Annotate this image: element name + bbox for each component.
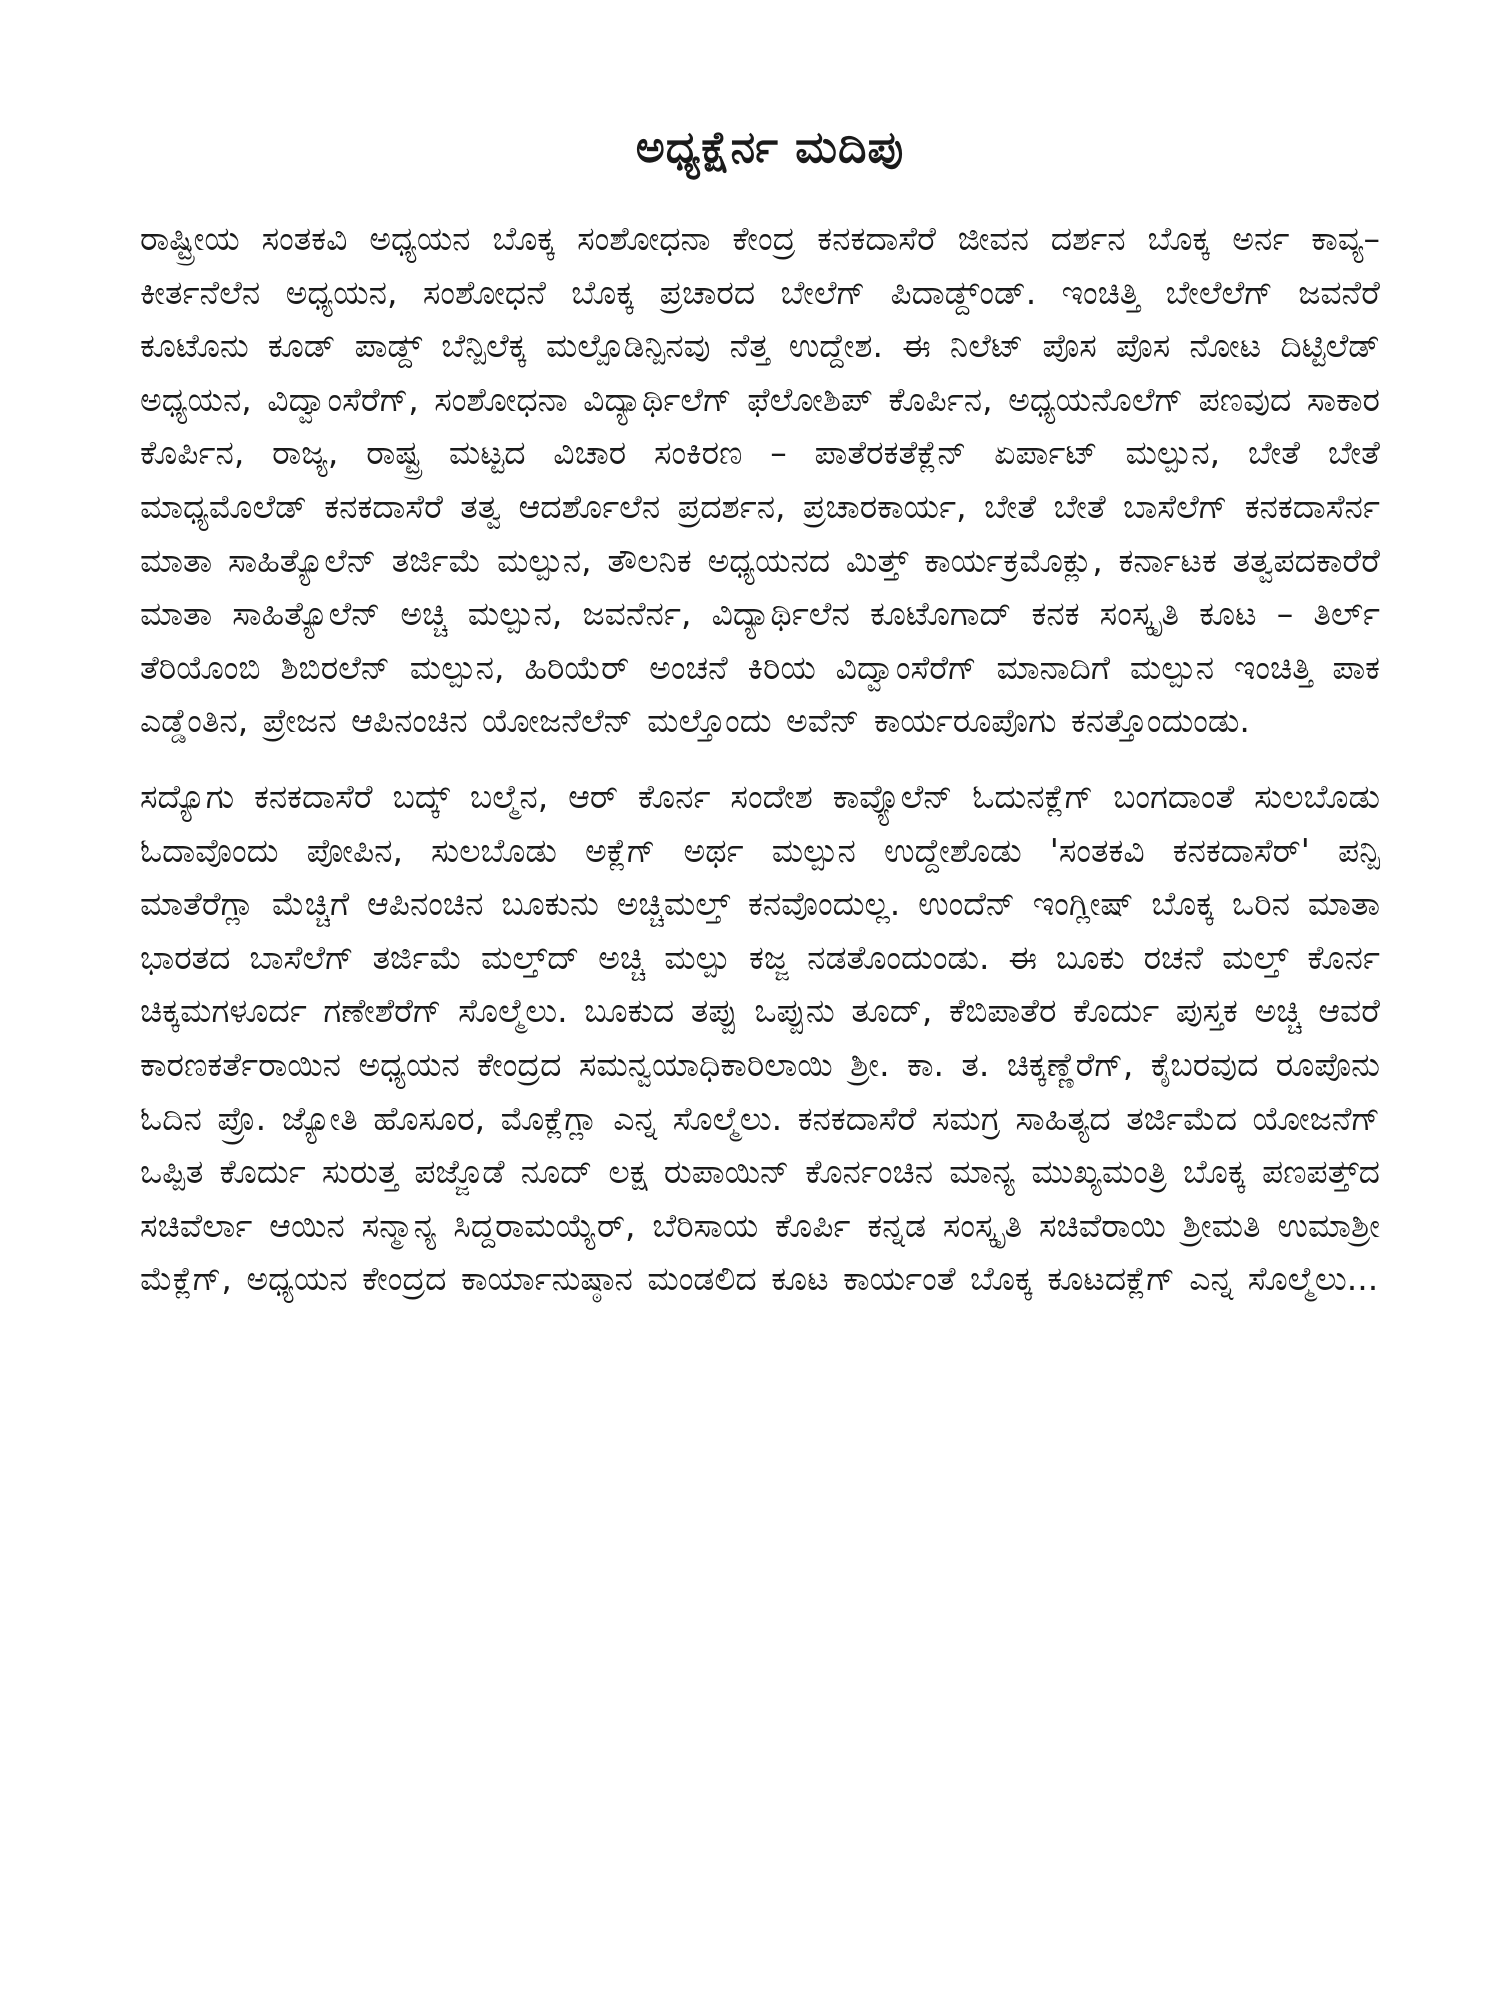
page-title: ಅಧ್ಯಕ್ಷೆರ್ನ ಮದಿಪು	[635, 122, 905, 173]
paragraph-intro: ರಾಷ್ಟ್ರೀಯ ಸಂತಕವಿ ಅಧ್ಯಯನ ಬೊಕ್ಕ ಸಂಶೋಧನಾ ಕೇಂದ್ರ ಕನಕದಾಸೆರೆ ಜೀವನ ದರ್ಶನ ಬೊಕ್ಕ ಅರ್ನ ಕಾವ್ಯ–ಕೀರ್ತನೆಲೆನ ಅಧ್ಯಯನ, ಸಂಶೋಧನೆ ಬೊಕ್ಕ ಪ್ರಚಾರದ ಬೇಲೆಗ್ ಪಿದಾಡ್ದ್‌ಂಡ್. ಇಂಚಿತ್ತಿ ಬೇಲೆಲೆಗ್ ಜವನೆರೆ ಕೂಟೊನು ಕೂಡ್ ಪಾಡ್ದ್ ಬೆನ್ಪಿಲೆಕ್ಕ ಮಲ್ಪೊಡಿನ್ಪಿನವು ನೆತ್ತ ಉದ್ದೇಶ. ಈ ನಿಲೆಟ್ ಪೊಸ ಪೊಸ ನೋಟ ದಿಟ್ಟಿಲೆಡ್ ಅಧ್ಯಯನ, ವಿದ್ವಾಂಸೆರೆಗ್, ಸಂಶೋಧನಾ ವಿದ್ಯಾರ್ಥಿಲೆಗ್ ಫೆಲೋಶಿಪ್ ಕೊರ್ಪಿನ, ಅಧ್ಯಯನೊಲೆಗ್ ಪಣವುದ ಸಾಕಾರ ಕೊರ್ಪಿನ, ರಾಜ್ಯ, ರಾಷ್ಟ್ರ ಮಟ್ಟದ ವಿಚಾರ ಸಂಕಿರಣ – ಪಾತೆರಕತೆಕ್ಲೆನ್ ಏರ್ಪಾಟ್ ಮಲ್ಪುನ, ಬೇತೆ ಬೇತೆ ಮಾಧ್ಯಮೊಲೆಡ್ ಕನಕದಾಸೆರೆ ತತ್ವ ಆದರ್ಶೊಲೆನ ಪ್ರದರ್ಶನ, ಪ್ರಚಾರಕಾರ್ಯ, ಬೇತೆ ಬೇತೆ ಬಾಸೆಲೆಗ್ ಕನಕದಾಸೆರ್ನ ಮಾತಾ ಸಾಹಿತ್ಯೊಲೆನ್ ತರ್ಜಿಮೆ ಮಲ್ಪುನ, ತೌಲನಿಕ ಅಧ್ಯಯನದ ಮಿತ್ತ್ ಕಾರ್ಯಕ್ರಮೊಕ್ಲು, ಕರ್ನಾಟಕ ತತ್ವಪದಕಾರೆರೆ ಮಾತಾ ಸಾಹಿತ್ಯೊಲೆನ್ ಅಚ್ಚಿ ಮಲ್ಪುನ, ಜವನೆರ್ನ, ವಿದ್ಯಾರ್ಥಿಲೆನ ಕೂಟೊಗಾದ್ ಕನಕ ಸಂಸ್ಕೃತಿ ಕೂಟ – ತಿರ್ಲ್ ತೆರಿಯೊಂಬಿ ಶಿಬಿರಲೆನ್ ಮಲ್ಪುನ, ಹಿರಿಯೆರ್ ಅಂಚನೆ ಕಿರಿಯ ವಿದ್ವಾಂಸೆರೆಗ್ ಮಾನಾದಿಗೆ ಮಲ್ಪುನ ಇಂಚಿತ್ತಿ ಪಾಕ ಎಡ್ಡೆಂತಿನ, ಪ್ರೇಜನ ಆಪಿನಂಚಿನ ಯೋಜನೆಲೆನ್ ಮಲ್ತೊಂದು ಅವೆನ್ ಕಾರ್ಯರೂಪೊಗು ಕನತ್ತೊಂದುಂಡು.	[140, 219, 1380, 741]
paragraph-acknowledgements: ಸದ್ಯೊಗು ಕನಕದಾಸೆರೆ ಬದ್ಕ್ ಬಲ್ಮೆನ, ಆರ್ ಕೊರ್ನ ಸಂದೇಶ ಕಾವ್ಯೊಲೆನ್ ಓದುನಕ್ಲೆಗ್ ಬಂಗದಾಂತೆ ಸುಲಬೊಡು ಓದಾವೊಂದು ಪೋಪಿನ, ಸುಲಬೊಡು ಅಕ್ಲೆಗ್ ಅರ್ಥ ಮಲ್ಪುನ ಉದ್ದೇಶೊಡು 'ಸಂತಕವಿ ಕನಕದಾಸೆರ್' ಪನ್ಪಿ ಮಾತೆರೆಗ್ಲಾ ಮೆಚ್ಚಿಗೆ ಆಪಿನಂಚಿನ ಬೂಕುನು ಅಚ್ಚಿಮಲ್ತ್ ಕನವೊಂದುಲ್ಲ. ಉಂದೆನ್ ಇಂಗ್ಲೀಷ್ ಬೊಕ್ಕ ಒರಿನ ಮಾತಾ ಭಾರತದ ಬಾಸೆಲೆಗ್ ತರ್ಜಿಮೆ ಮಲ್ತ್‌ದ್ ಅಚ್ಚಿ ಮಲ್ಪು ಕಜ್ಜ ನಡತೊಂದುಂಡು. ಈ ಬೂಕು ರಚನೆ ಮಲ್ತ್ ಕೊರ್ನ ಚಿಕ್ಕಮಗಳೂರ್ದ ಗಣೇಶೆರೆಗ್ ಸೊಲ್ಮೆಲು. ಬೂಕುದ ತಪ್ಪು ಒಪ್ಪುನು ತೂದ್, ಕೆಬಿಪಾತೆರ ಕೊರ್ದು ಪುಸ್ತಕ ಅಚ್ಚಿ ಆವರೆ ಕಾರಣಕರ್ತೆರಾಯಿನ ಅಧ್ಯಯನ ಕೇಂದ್ರದ ಸಮನ್ವಯಾಧಿಕಾರಿಲಾಯಿ ಶ್ರೀ. ಕಾ. ತ. ಚಿಕ್ಕಣ್ಣೆರೆಗ್, ಕೈಬರವುದ ರೂಪೊನು ಓದಿನ ಪ್ರೊ. ಜ್ಯೋತಿ ಹೊಸೂರ, ಮೊಕ್ಲೆಗ್ಲಾ ಎನ್ನ ಸೊಲ್ಮೆಲು. ಕನಕದಾಸೆರೆ ಸಮಗ್ರ ಸಾಹಿತ್ಯದ ತರ್ಜಿಮೆದ ಯೋಜನೆಗ್ ಒಪ್ಪಿತ ಕೊರ್ದು ಸುರುತ್ತ ಪಜ್ಜೊಡೆ ನೂದ್ ಲಕ್ಷ ರುಪಾಯಿನ್ ಕೊರ್ನಂಚಿನ ಮಾನ್ಯ ಮುಖ್ಯಮಂತ್ರಿ ಬೊಕ್ಕ ಪಣಪತ್ತ್‌ದ ಸಚಿವೆರ್ಲಾ ಆಯಿನ ಸನ್ಮಾನ್ಯ ಸಿದ್ದರಾಮಯ್ಯೆರ್, ಬೆರಿಸಾಯ ಕೊರ್ಪಿ ಕನ್ನಡ ಸಂಸ್ಕೃತಿ ಸಚಿವೆರಾಯಿ ಶ್ರೀಮತಿ ಉಮಾಶ್ರೀ ಮೆಕ್ಲೆಗ್, ಅಧ್ಯಯನ ಕೇಂದ್ರದ ಕಾರ್ಯಾನುಷ್ಠಾನ ಮಂಡಲಿದ ಕೂಟ ಕಾರ್ಯಂತೆ ಬೊಕ್ಕ ಕೂಟದಕ್ಲೆಗ್ ಎನ್ನ ಸೊಲ್ಮೆಲು...	[140, 776, 1380, 1299]
